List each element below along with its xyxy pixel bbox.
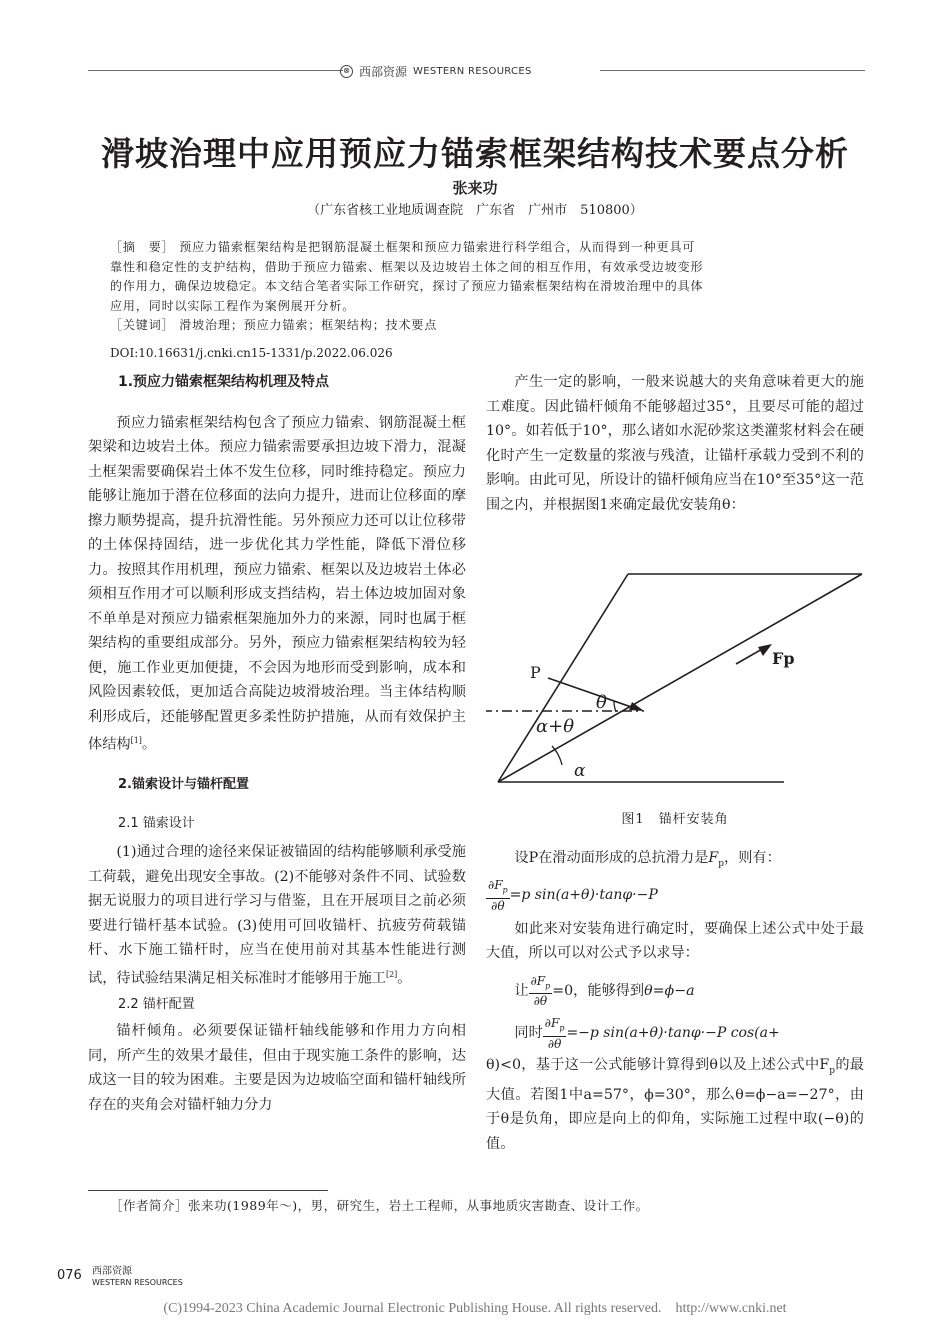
eq3-rhs: =−p sin(a+θ)·tanφ·−P cos(a+ <box>566 1025 780 1042</box>
fig-theta-arc <box>614 701 616 712</box>
right-lower <box>486 846 864 1156</box>
equation-1 <box>486 878 864 912</box>
section-2-1-end: 。 <box>397 970 412 987</box>
fig-force-P-line <box>548 678 640 710</box>
section-2-1-text: (1)通过合理的途径来保证被锚固的结构能够顺利承受施工荷载，避免出现安全事故。(2)不能够对条件不同、试验数据无说服力的项目进行学习与借鉴，且在开展项目之前必须要进行锚杆基本试验。(3)使用可回收锚杆、抗疲劳荷载锚杆、水下施工锚杆时，应当在使用前对其基本性能进行测试，待试验结果满足相关标准时才能够用于施工 <box>88 844 466 987</box>
abstract-line-2: 靠性和稳定性的支护结构，借助于预应力锚索、框架以及边坡岩土体之间的相互作用，有效承受边坡变形 <box>110 259 704 274</box>
abstract-line-1 <box>110 238 850 258</box>
para4-text: θ)<0，基于这一公式能够计算得到θ以及上述公式中F <box>486 1056 830 1073</box>
fig-slope-face-line <box>498 574 862 782</box>
eq2-result: θ=ϕ−a <box>644 982 695 999</box>
eq3-denominator: ∂θ <box>547 1036 562 1051</box>
section-1-end: 。 <box>141 736 157 753</box>
footer-journal <box>92 1266 183 1288</box>
eq1-num-sub: p <box>502 885 508 895</box>
footer-journal-en: WESTERN RESOURCES <box>92 1278 183 1287</box>
author-affiliation: （广东省核工业地质调查院 广东省 广州市 510800） <box>307 203 643 218</box>
para4-rest: 的最大值。若图1中a=57°，ϕ=30°，那么θ=ϕ−a=−27°，由于θ是负角，即应是向上的仰角，实际施工过程中取(−θ)的值。 <box>486 1056 864 1152</box>
eq1-num-text: ∂F <box>488 878 503 893</box>
para2-sub: p <box>718 858 725 869</box>
section-2-1-heading: 2.1 锚索设计 <box>118 815 195 831</box>
eq1-fraction <box>486 878 510 912</box>
fig-force-Fp-line <box>736 648 764 664</box>
eq2-num-sub: p <box>545 981 551 991</box>
figure-1-caption: 图1 锚杆安装角 <box>621 812 729 827</box>
fig-label-Fp: Fp <box>772 649 795 668</box>
eq1-numerator <box>486 878 510 898</box>
footer-journal-cn: 西部资源 <box>92 1266 132 1277</box>
header-rule-right <box>600 70 865 71</box>
eq1-denominator: ∂θ <box>491 898 505 913</box>
eq2-num-text: ∂F <box>530 973 546 988</box>
right-paragraph-3: 如此来对安装角进行确定时，要确保上述公式中处于最大值，所以可以对公式予以求导： <box>486 920 864 962</box>
keywords <box>110 316 850 336</box>
article-title: 滑坡治理中应用预应力锚索框架结构技术要点分析 <box>101 134 849 173</box>
journal-logo-icon: ⊗ <box>340 65 353 78</box>
eq3-num-text: ∂F <box>544 1016 560 1031</box>
right-paragraph-1: 产生一定的影响，一般来说越大的夹角意味着更大的施工难度。因此锚杆倾角不能够超过35°，且要尽可能的超过10°。如若低于10°，那么诸如水泥砂浆这类灌浆材料会在硬化时产生一定数量的浆液与残渣，让锚杆承载力受到不利的影响。由此可见，所设计的锚杆倾角应当在10°至35°这一范围之内，并根据图1来确定最优安装角θ： <box>486 374 864 513</box>
equation-2 <box>514 974 864 1008</box>
left-column <box>88 370 466 1117</box>
copyright-notice: (C)1994-2023 China Academic Journal Electronic Publishing House. All rights reserved. http://www.cnki.net <box>163 1301 787 1316</box>
para2-end: ，则有： <box>724 850 781 866</box>
section-2-2-paragraph: 锚杆倾角。必须要保证锚杆轴线能够和作用力方向相同，所产生的效果才最佳，但由于现实施工条件的影响，达成这一目的较为困难。主要是因为边坡临空面和锚杆轴线所存在的夹角会对锚杆轴力分力 <box>88 1023 466 1113</box>
abstract-line-3: 的作用力，确保边坡稳定。本文结合笔者实际工作研究，探讨了预应力锚索框架结构在滑坡治理中的具体 <box>110 279 704 293</box>
keywords-text: 滑坡治理；预应力锚索；框架结构；技术要点 <box>179 318 438 332</box>
eq3-numerator <box>543 1016 567 1036</box>
header-journal-cn: 西部资源 <box>359 64 408 79</box>
section-2-2-heading: 2.2 锚杆配置 <box>118 996 195 1012</box>
page-number: 076 <box>57 1268 82 1283</box>
eq2-fraction <box>529 974 553 1008</box>
abstract-line-4: 应用，同时以实际工程作为案例展开分析。 <box>110 298 356 313</box>
para2-var: F <box>708 850 719 866</box>
article-author: 张来功 <box>452 179 498 197</box>
keywords-label: ［关键词］ <box>110 318 175 332</box>
ref-1: [1] <box>130 736 142 745</box>
eq2-numerator <box>529 974 553 994</box>
fig-label-theta: θ <box>596 692 607 713</box>
running-header <box>340 62 620 80</box>
fig-label-alpha: α <box>574 761 586 781</box>
ref-2: [2] <box>385 969 398 979</box>
eq3-fraction <box>543 1016 567 1050</box>
fig-label-P: P <box>530 663 541 682</box>
right-paragraph-4 <box>486 1053 864 1157</box>
abstract <box>110 238 850 336</box>
eq3-pre: 同时 <box>514 1025 543 1042</box>
fig-force-Fp-arrowhead <box>758 644 772 656</box>
eq1-rhs: =p sin(a+θ)·tanφ·−P <box>509 887 658 904</box>
eq2-rhs: =0，能够得到 <box>552 982 645 999</box>
section-1-text: 预应力锚索框架结构包含了预应力锚索、钢筋混凝土框架梁和边坡岩土体。预应力锚索需要承担边坡下滑力，混凝土框架需要确保岩土体不发生位移，同时维持稳定。预应力能够让施加于潜在位移面的法向力提升，进而让位移面的摩擦力顺势提高，提升抗滑性能。另外预应力还可以让位移带的土体保持固结，进一步优化其力学性能，降低下滑位移力。按照其作用机理，预应力锚索、框架以及边坡岩土体必须相互作用才可以顺利形成支挡结构，岩土体边坡加固对象不单单是对预应力锚索框架施加外力的来源，同时也属于框架结构的重要组成部分。另外，预应力锚索框架结构较为轻便，施工作业更加便捷，不会因为地形而受到影响，成本和风险因素较低，更加适合高陡边坡滑坡治理。当主体结构顺利形成后，还能够配置更多柔性防护措施，从而有效保护主体结构 <box>88 414 466 753</box>
abstract-text-1: 预应力锚索框架结构是把钢筋混凝土框架和预应力锚索进行科学组合，从而得到一种更具可 <box>179 240 696 254</box>
section-1-heading: 1.预应力锚索框架结构机理及特点 <box>118 374 330 390</box>
section-2-heading: 2.锚索设计与锚杆配置 <box>118 777 249 793</box>
fig-failure-plane-line <box>498 574 628 782</box>
footnote-rule <box>88 1190 328 1191</box>
header-journal-en: WESTERN RESOURCES <box>413 65 532 77</box>
para4-sub: p <box>829 1065 836 1076</box>
para2-text: 设P在滑动面形成的总抗滑力是 <box>514 850 709 866</box>
section-2-1-paragraph <box>88 840 466 991</box>
doi: DOI:10.16631/j.cnki.cn15-1331/p.2022.06.026 <box>110 346 393 360</box>
eq2-pre: 让 <box>514 982 529 999</box>
abstract-label: ［摘 要］ <box>110 240 175 254</box>
equation-3 <box>514 1016 864 1050</box>
author-footnote: ［作者简介］张来功(1989年～)，男，研究生，岩土工程师，从事地质灾害勘查、设计工作。 <box>110 1198 649 1213</box>
fig-label-alpha-plus-theta: α+θ <box>536 716 575 737</box>
right-paragraph-2 <box>486 846 864 876</box>
eq3-num-sub: p <box>559 1023 565 1033</box>
eq2-denominator: ∂θ <box>533 994 548 1009</box>
section-1-paragraph <box>88 411 466 758</box>
figure-1-anchor-angle <box>486 560 864 800</box>
header-rule-left <box>88 70 343 71</box>
